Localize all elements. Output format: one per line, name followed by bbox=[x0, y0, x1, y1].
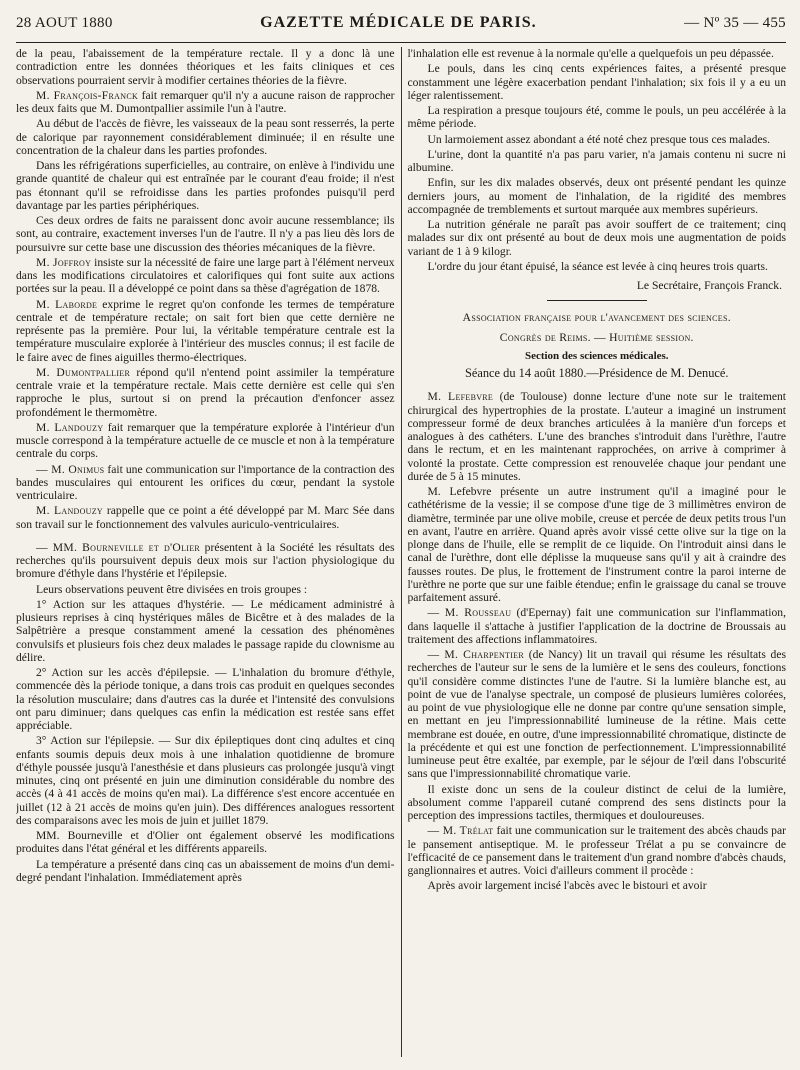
speaker-name: — M. Trélat bbox=[427, 824, 494, 838]
paragraph bbox=[408, 606, 787, 646]
paragraph: Enfin, sur les dix malades observés, deux ont présenté pendant les quinze derniers jours, au moment de l'inhalation, de la rigidité des membres accompagnée de tremblements et surtout marquée aux membres supérieurs. bbox=[407, 176, 786, 216]
paragraph-text: (de Toulouse) donne lecture d'une note sur le traitement chirurgical des hypertrophies de la prostate. L'auteur a imaginé un instrument compresseur formé de deux branches articulées à la manière d'un forceps et analogues à des cathéters. L'une des branches s'introduit dans l'urèthre, l'autre dans le rectum, et en les maintenant rapprochées, on arrive à comprimer à volonté la prostate. Cette compression est renouvelée chaque jour pendant une durée de 5 à 15 minutes. bbox=[407, 390, 786, 483]
paragraph-text: fait une communication sur l'importance de la contraction des bandes musculaires qui entourent les orifices du cœur, pendant la systole ventriculaire. bbox=[16, 462, 395, 502]
paragraph: MM. Bourneville et d'Olier ont également observé les modifications produites dans l'état général et les différents appareils. bbox=[16, 829, 395, 856]
paragraph: L'urine, dont la quantité n'a pas paru varier, n'a jamais contenu ni sucre ni albumine. bbox=[407, 147, 786, 174]
session-heading: Séance du 14 août 1880.—Présidence de M. Denucé. bbox=[464, 366, 729, 380]
paragraph-text: fait remarquer qu'il n'y a aucune raison de rapprocher les deux faits que M. Dumontpallier assimile l'un à l'autre. bbox=[16, 88, 395, 115]
speaker-name: M. Dumontpallier bbox=[36, 365, 131, 379]
paragraph: de la peau, l'abaissement de la température rectale. Il y a donc là une contradiction entre les données théoriques et les faits cliniques et ces observations pourraient servir à modifier certaines théories de la fièvre. bbox=[16, 47, 395, 87]
paragraph bbox=[16, 463, 395, 503]
paragraph: La nutrition générale ne paraît pas avoir souffert de ce traitement; cinq malades sur dix ont présenté au bout de deux mois une augmentation de poids variant de 1 à 9 kilogr. bbox=[407, 218, 786, 258]
secretary-signature: Le Secrétaire, François Franck. bbox=[636, 279, 782, 292]
left-column bbox=[16, 47, 401, 1057]
paragraph: Dans les réfrigérations superficielles, au contraire, on enlève à l'individu une grande quantité de chaleur qui est entraînée par le courant d'eau froide; il n'est pas étonnant qu'il se refroidisse dans les parties profondes puisqu'il perd davantage par les parties périphériques. bbox=[16, 159, 395, 212]
section-heading: Section des sciences médicales. bbox=[524, 349, 669, 362]
speaker-name: M. Landouzy bbox=[36, 504, 104, 518]
header-rule bbox=[16, 42, 786, 43]
paragraph: M. Lefebvre présente un autre instrument qu'il a imaginé pour le cathétérisme de la vessie; il se compose d'une tige de 3 millimètres environ de diamètre, terminée par une olive mobile, creuse et percée de deux petits trous l'un en avant, l'autre en arrière. Quand après avoir vissé cette olive sur la tige on la plonge dans de l'huile, elle se remplit de ce liquide. On l'introduit ainsi dans le canal de l'urèthre, dont elle déplisse la muqueuse sans qu'il y ait à craindre des fausses routes. De plus, le frottement de l'instrument contre la paroi interne de l'urèthre ne porte que sur une faible étendue; enfin le graissage du canal se trouve parfaitement assuré. bbox=[407, 485, 786, 604]
speaker-name: M. Lefebvre bbox=[427, 390, 494, 404]
paragraph-text: répond qu'il n'entend point assimiler la température centrale vraie et la température rectale. Mais cette dernière est celle qui s'en rapproche le plus, surtout si on prend la précaution d'enfoncer assez profondément le thermomètre. bbox=[16, 365, 395, 419]
journal-title: GAZETTE MÉDICALE DE PARIS. bbox=[260, 14, 537, 31]
paragraph-text: insiste sur la nécessité de faire une large part à l'élément nerveux dans les modifications circulatoires et calorifiques qui font suite aux actions portées sur la peau. Il a développé ce point dans sa thèse d'agrégation de 1878. bbox=[16, 255, 395, 296]
speaker-name: M. Laborde bbox=[36, 297, 98, 311]
columns bbox=[16, 47, 786, 1057]
paragraph: Ces deux ordres de faits ne paraissent donc avoir aucune ressemblance; ils sont, au contraire, exactement inverses l'un de l'autre. Il n'y a pas lieu dès lors de poursuivre sur cette base une discussion des théories mécaniques de la fièvre. bbox=[16, 214, 395, 254]
paragraph bbox=[16, 298, 395, 364]
issue-page-number: — Nº 35 — 455 bbox=[684, 15, 786, 31]
speaker-name: — MM. Bourneville et d'Olier bbox=[36, 540, 201, 554]
paragraph: l'inhalation elle est revenue à la normale qu'elle a quelquefois un peu dépassée. bbox=[407, 47, 774, 60]
paragraph-text: fait une communication sur le traitement des abcès chauds par le pansement antiseptique. M. le professeur Trélat a pu se convaincre de l'efficacité de ce pansement dans le traitement d'un grand nombre d'abcès chauds, ganglionnaires et autres. Voici d'ailleurs comment il procède : bbox=[407, 824, 786, 877]
paragraph-text: (de Nancy) lit un travail qui résume les résultats des recherches de l'auteur sur le sens de la lumière et le sens des couleurs, fonctions qu'il considère comme distinctes l'une de l'autre. Si la lumière blanche est, au point de vue de l'analyse spectrale, un composé de plusieurs lumières colorées, au point de vue physiologique elle ne donne par contre qu'une sensation simple, en mettant en jeu l'impressionnabilité lumineuse de la rétine. Mais cette membrane est douée, en outre, d'une impressionnabilité chromatique, distincte de la précédente et qui est une fonction de perfectionnement. L'impressionnabilité lumineuse peut être exaltée, par exemple, par le séjour de l'œil dans l'obscurité sans que l'impressionnabilité chromatique varie. bbox=[407, 648, 786, 781]
paragraph: Le pouls, dans les cinq cents expériences faites, a présenté presque constamment une légère exacerbation pendant l'inhalation; six fois il y a eu un léger ralentissement. bbox=[407, 62, 786, 102]
paragraph: L'ordre du jour étant épuisé, la séance est levée à cinq heures trois quarts. bbox=[427, 259, 768, 273]
paragraph bbox=[16, 256, 395, 296]
speaker-name: — M. Onimus bbox=[36, 462, 105, 476]
paragraph-text: fait remarquer que la température explorée à l'intérieur d'un muscle correspond à la température actuelle de ce muscle et non à la température centrale du corps. bbox=[16, 420, 395, 461]
paragraph: Leurs observations peuvent être divisées en trois groupes : bbox=[36, 582, 308, 596]
paragraph: Il existe donc un sens de la couleur distinct de celui de la lumière, absolument comme l'appareil cutané comprend des sens distincts pour la perception des impressions tactiles, thermiques et douloureuses. bbox=[407, 782, 786, 822]
paragraph: Au début de l'accès de fièvre, les vaisseaux de la peau sont resserrés, la perte de calorique par rayonnement considérablement diminuée; il en résulte une concentration de la chaleur dans les parties profondes. bbox=[16, 117, 395, 157]
association-heading: Association française pour l'avancement des sciences. bbox=[462, 310, 731, 325]
paragraph-text: rappelle que ce point a été développé par M. Marc Sée dans son travail sur le fonctionnement des valvules auriculo-ventriculaires. bbox=[16, 504, 395, 531]
paragraph: La respiration a presque toujours été, comme le pouls, un peu accélérée à la même période. bbox=[407, 104, 786, 131]
paragraph bbox=[16, 504, 395, 531]
paragraph-text: exprime le regret qu'on confonde les termes de température centrale et de température rectale; on sait fort bien que cette dernière ne représente pas la première. Pour lui, la véritable température centrale est la température musculaire explorée à l'intérieur des muscles connus; il est facile de le faire avec de fines aiguilles thermo-électriques. bbox=[16, 297, 395, 364]
paragraph bbox=[408, 390, 787, 483]
speaker-name: M. Joffroy bbox=[36, 255, 92, 269]
paragraph bbox=[16, 366, 395, 419]
speaker-name: — M. Rousseau bbox=[427, 606, 512, 620]
paragraph: Un larmoiement assez abondant a été noté chez presque tous ces malades. bbox=[427, 132, 771, 146]
paragraph: 2° Action sur les accès d'épilepsie. — L'inhalation du bromure d'éthyle, commencée dès la période tonique, a dans trois cas produit en quelques secondes la résolution musculaire; dans d'autres cas la durée et l'intensité des convulsions ont paru diminuer; dans quelques cas enfin la médication est restée sans effet appréciable. bbox=[16, 666, 395, 732]
page-header bbox=[16, 14, 786, 36]
speaker-name: M. Landouzy bbox=[36, 420, 104, 434]
speaker-name: M. François-Franck bbox=[36, 88, 139, 102]
speaker-name: — M. Charpentier bbox=[427, 648, 524, 661]
section-separator bbox=[547, 300, 647, 301]
paragraph-text: présentent à la Société les résultats des recherches qu'ils poursuivent depuis deux mois sur l'action physiologique du bromure d'éthyle dans l'hystérie et l'épilepsie. bbox=[16, 540, 395, 581]
paragraph bbox=[16, 89, 395, 116]
congress-heading: Congrès de Reims. — Huitième session. bbox=[499, 330, 694, 344]
spacer bbox=[16, 533, 395, 541]
paragraph bbox=[16, 541, 395, 581]
paragraph bbox=[408, 648, 787, 781]
right-column bbox=[401, 47, 787, 1057]
paragraph: 1° Action sur les attaques d'hystérie. — Le médicament administré à plusieurs reprises à cinq hystériques mâles de Bicêtre et à des malades de la Salpêtrière a presque constamment amené la cessation des phénomènes convulsifs et plusieurs fois chez deux malades le passage rapide du clownisme au délire. bbox=[16, 597, 395, 664]
paragraph: 3° Action sur l'épilepsie. — Sur dix épileptiques dont cinq adultes et cinq enfants soumis depuis deux mois à une inhalation quotidienne de bromure d'éthyle poussée jusqu'à l'anesthésie et dans plusieurs cas prolongée jusqu'à vingt minutes, cinq ont présenté en juin une diminution considérable du nombre des accès (4 à 41 accès de moins qu'en mai). La différence s'est encore accentuée en juillet (12 à 21 accès de moins qu'en juin). Des différences analogues ressortent des comparaisons avec les mois de juin et juillet 1879. bbox=[16, 734, 395, 827]
paragraph-text: (d'Epernay) fait une communication sur l'inflammation, dans laquelle il s'attache à justifier l'application de la doctrine de Broussais au traitement des affections inflammatoires. bbox=[407, 606, 786, 646]
header-date: 28 AOUT 1880 bbox=[16, 15, 113, 31]
paragraph: Après avoir largement incisé l'abcès avec le bistouri et avoir bbox=[427, 879, 707, 893]
paragraph bbox=[408, 824, 787, 877]
paragraph: La température a présenté dans cinq cas un abaissement de moins d'un demi-degré pendant l'inhalation. Immédiatement après bbox=[16, 857, 395, 884]
paragraph bbox=[16, 421, 395, 461]
